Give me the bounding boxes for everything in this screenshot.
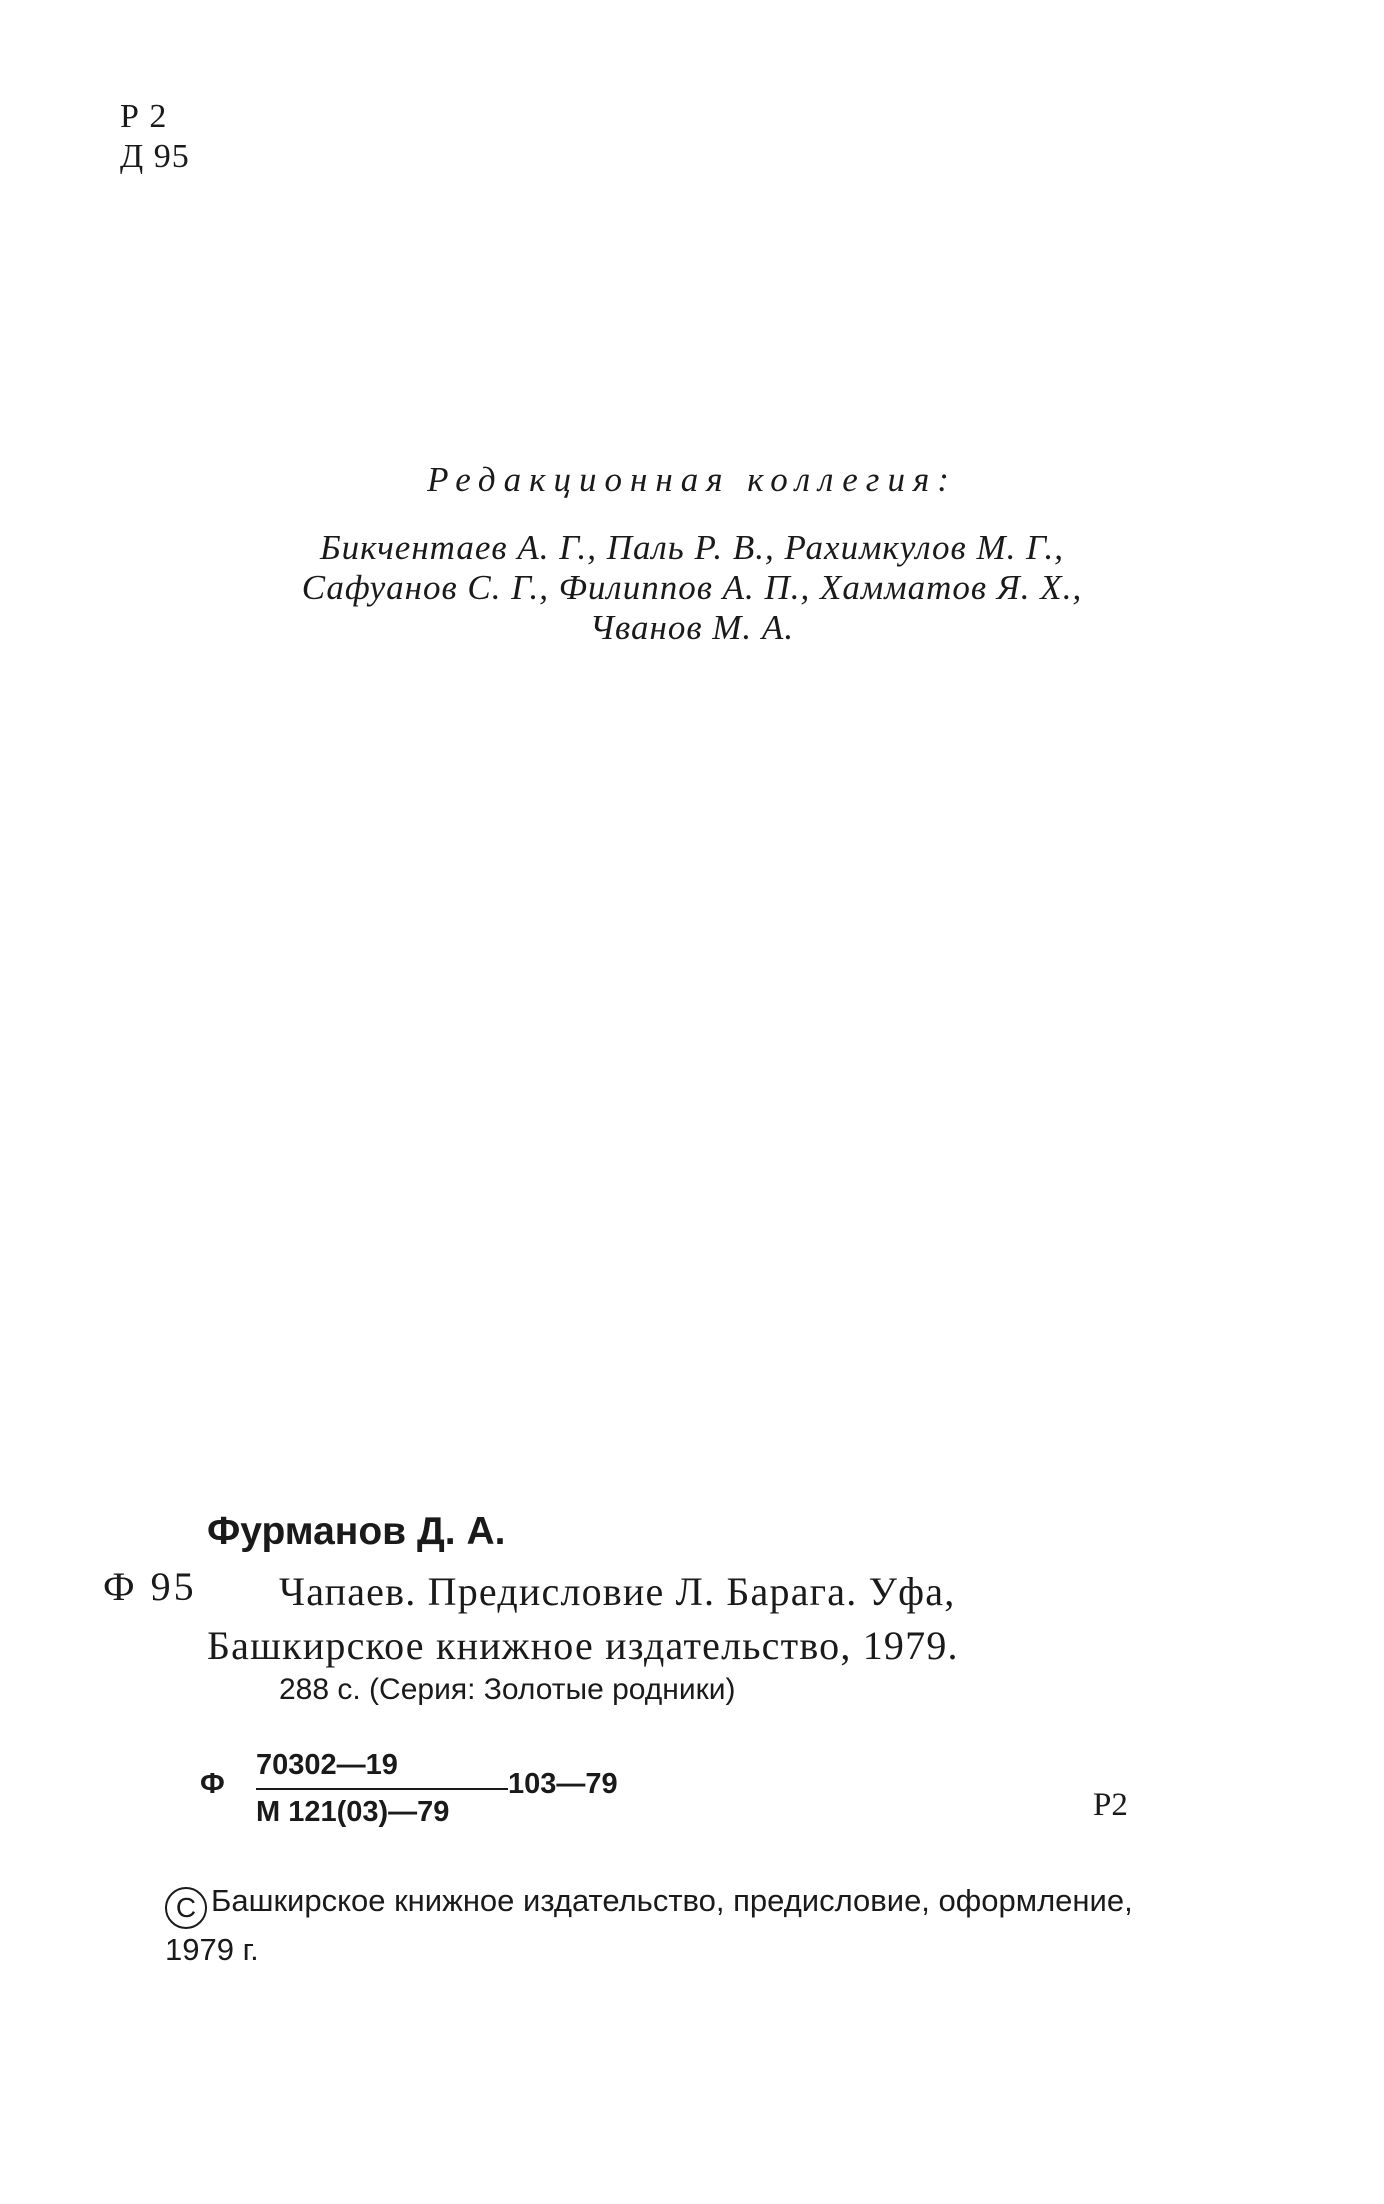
fraction-denominator: М 121(03)—79 [256,1796,450,1828]
fraction-bar [256,1788,508,1790]
fraction-prefix: Ф [200,1768,225,1800]
classification-line-1: Р 2 [120,98,168,135]
classification-line-2: Д 95 [120,138,190,175]
pages-series: 288 с. (Серия: Золотые родники) [279,1673,736,1706]
description-line-2: Башкирское книжное издательство, 1979. [207,1623,959,1668]
copyright-icon: С [165,1887,207,1929]
copyright-text: Башкирское книжное издательство, предисловие, оформление, 1979 г. [165,1883,1133,1967]
classification-code-right: Р2 [1093,1787,1128,1823]
editorial-board-members [0,528,1384,648]
fraction-suffix: 103—79 [508,1768,618,1800]
fraction-numerator: 70302—19 [256,1749,398,1781]
book-author: Фурманов Д. А. [207,1510,506,1553]
index-code: Ф 95 [103,1564,197,1609]
copyright-notice [165,1880,1165,1971]
description-line-1: Чапаев. Предисловие Л. Барага. Уфа, [279,1569,956,1614]
editorial-board-line: Бикчентаев А. Г., Паль Р. В., Рахимкулов М. Г., [320,528,1064,567]
editorial-board-title: Редакционная коллегия: [427,460,957,499]
editorial-board-line: Сафуанов С. Г., Филиппов А. П., Хамматов Я. Х., [301,568,1083,607]
book-description [207,1565,959,1673]
editorial-board-line: Чванов М. А. [589,608,795,647]
